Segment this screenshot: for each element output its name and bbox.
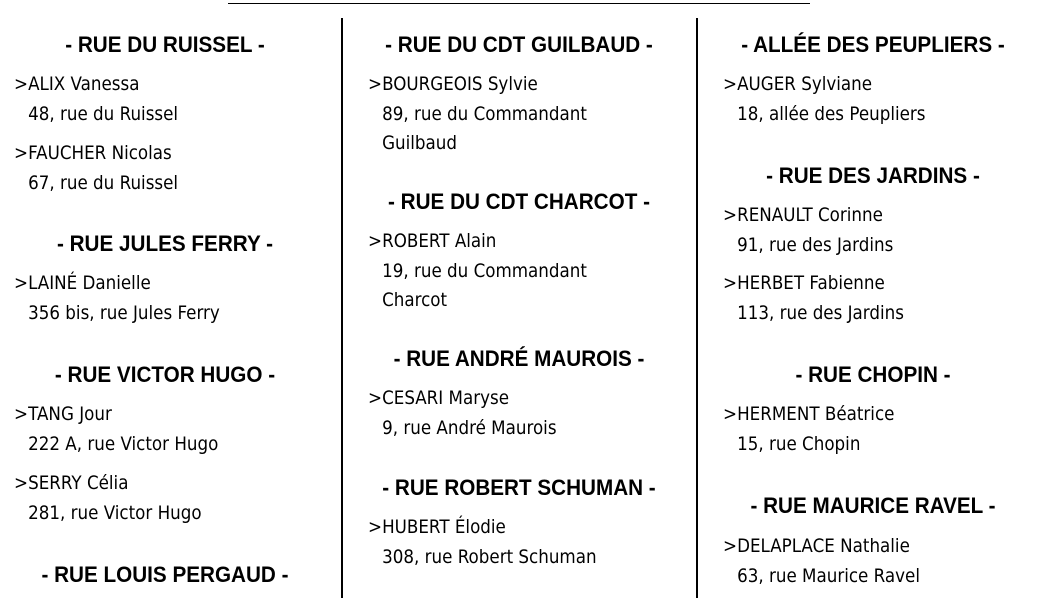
resident-address: 356 bis, rue Jules Ferry (28, 301, 220, 324)
resident-address: Charcot (382, 289, 448, 311)
column-1 (0, 0, 340, 587)
resident-name: HUBERT Élodie (382, 516, 506, 538)
entry-marker: > (723, 272, 738, 294)
resident-address: 63, rue Maurice Ravel (737, 564, 920, 587)
resident-entry (723, 201, 893, 260)
entry-marker: > (14, 142, 29, 164)
street-heading: - RUE DES JARDINS - (766, 163, 980, 188)
resident-entry (14, 269, 220, 328)
resident-address: 222 A, rue Victor Hugo (28, 432, 219, 455)
entry-marker: > (723, 535, 738, 557)
resident-address: 113, rue des Jardins (737, 301, 904, 324)
entry-marker: > (723, 204, 738, 226)
street-heading: - RUE LOUIS PERGAUD - (41, 562, 289, 587)
resident-entry (14, 469, 202, 528)
street-heading: - RUE CHOPIN - (795, 362, 951, 387)
resident-entry (723, 400, 894, 459)
resident-name: ROBERT Alain (382, 230, 497, 252)
resident-address: 67, rue du Ruissel (28, 171, 179, 194)
entry-marker: > (723, 73, 738, 95)
resident-name: SERRY Célia (28, 472, 129, 494)
entry-marker: > (14, 472, 29, 494)
resident-address: 19, rue du Commandant (382, 259, 587, 282)
entry-marker: > (368, 73, 383, 95)
resident-address: 91, rue des Jardins (737, 233, 894, 256)
street-heading: - RUE ROBERT SCHUMAN - (382, 475, 656, 500)
resident-entry (14, 400, 218, 459)
resident-address: 48, rue du Ruissel (28, 102, 179, 125)
resident-address: 89, rue du Commandant (382, 102, 587, 125)
resident-name: AUGER Sylviane (737, 73, 873, 95)
resident-entry (368, 384, 557, 443)
resident-address: 308, rue Robert Schuman (382, 545, 597, 568)
resident-name: BOURGEOIS Sylvie (382, 73, 538, 95)
street-heading: - RUE MAURICE RAVEL - (750, 493, 996, 518)
resident-entry (14, 70, 178, 129)
resident-address: 9, rue André Maurois (382, 416, 557, 439)
resident-name: TANG Jour (28, 403, 112, 425)
resident-entry (368, 513, 597, 572)
street-heading: - RUE JULES FERRY - (56, 231, 274, 256)
resident-address: 281, rue Victor Hugo (28, 501, 202, 524)
resident-entry (368, 227, 587, 316)
resident-name: FAUCHER Nicolas (28, 142, 172, 164)
resident-entry (368, 70, 587, 159)
resident-name: HERMENT Béatrice (737, 403, 895, 425)
resident-address: Guilbaud (382, 132, 458, 154)
resident-name: RENAULT Corinne (737, 204, 883, 226)
resident-name: DELAPLACE Nathalie (737, 535, 910, 557)
street-heading: - ALLÉE DES PEUPLIERS - (741, 32, 1005, 57)
street-heading: - RUE VICTOR HUGO - (54, 362, 276, 387)
resident-name: ALIX Vanessa (28, 73, 140, 95)
street-heading: - RUE DU CDT CHARCOT - (388, 189, 650, 214)
street-heading: - RUE DU CDT GUILBAUD - (385, 32, 653, 57)
resident-address: 15, rue Chopin (737, 432, 861, 455)
resident-name: LAINÉ Danielle (28, 272, 151, 294)
entry-marker: > (368, 387, 383, 409)
entry-marker: > (14, 73, 29, 95)
entry-marker: > (723, 403, 738, 425)
resident-entry (723, 269, 904, 328)
street-heading: - RUE DU RUISSEL - (65, 32, 265, 57)
resident-entry (723, 70, 925, 129)
entry-marker: > (368, 230, 383, 252)
entry-marker: > (14, 272, 29, 294)
resident-name: CESARI Maryse (382, 387, 509, 409)
resident-address: 18, allée des Peupliers (737, 102, 926, 125)
entry-marker: > (14, 403, 29, 425)
resident-entry (723, 532, 920, 591)
resident-entry (14, 139, 178, 198)
column-3 (698, 0, 1038, 587)
resident-name: HERBET Fabienne (737, 272, 885, 294)
entry-marker: > (368, 516, 383, 538)
street-heading: - RUE ANDRÉ MAUROIS - (393, 346, 645, 371)
column-2 (343, 0, 695, 576)
